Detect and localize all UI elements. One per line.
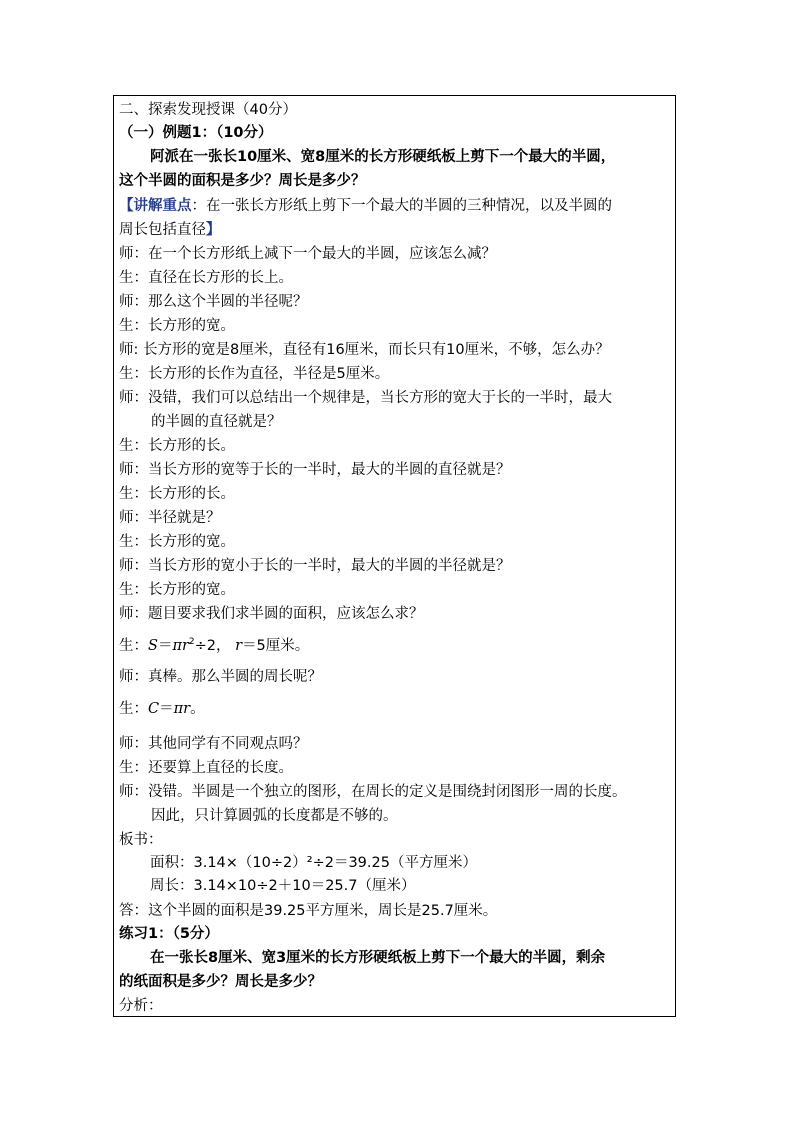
dialogue-line: 师：没错。半圆是一个独立的图形，在周长的定义是围绕封闭图形一周的长度。	[119, 784, 627, 800]
answer-line: 答：这个半圆的面积是39.25平方厘米，周长是25.7厘米。	[119, 903, 498, 919]
key-point-text: ：在一张长方形纸上剪下一个最大的半圆的三种情况，以及半圆的	[191, 198, 612, 214]
key-point-close-bracket: 】	[206, 222, 221, 238]
example-heading: （一）例题1：（10分）	[119, 125, 273, 141]
formula-tail: ＝5厘米。	[242, 638, 310, 654]
formula-equals: ＝	[159, 701, 174, 717]
exercise-heading: 练习1：（5分）	[119, 926, 219, 942]
example-problem-line2: 这个半圆的面积是多少？周长是多少？	[119, 173, 366, 189]
dialogue-line: 师：在一个长方形纸上减下一个最大的半圆，应该怎么减？	[119, 246, 496, 262]
dialogue-line: 师：半径就是？	[119, 510, 221, 526]
dialogue-line: 师：那么这个半圆的半径呢？	[119, 294, 308, 310]
dialogue-line: 师：当长方形的宽等于长的一半时，最大的半圆的直径就是？	[119, 462, 511, 478]
exercise-problem-line1: 在一张长8厘米、宽3厘米的长方形硬纸板上剪下一个最大的半圆，剩余	[150, 950, 606, 966]
analysis-label: 分析：	[119, 998, 163, 1014]
key-point-text-cont: 周长包括直径	[119, 222, 206, 238]
board-perimeter-calc: 周长：3.14×10÷2＋10＝25.7（厘米）	[150, 878, 416, 894]
example-problem-line1: 阿派在一张长10厘米、宽8厘米的长方形硬纸板上剪下一个最大的半圆，	[150, 149, 616, 165]
dialogue-line: 生：长方形的长。	[119, 486, 235, 502]
key-point-open-bracket: 【	[119, 198, 134, 214]
dialogue-line: 生：直径在长方形的长上。	[119, 270, 293, 286]
dialogue-line: 师: 长方形的宽是8厘米，直径有16厘米，而长只有10厘米，不够，怎么办？	[119, 342, 610, 358]
formula-exponent: 2	[188, 637, 195, 648]
formula-symbol-r2: r	[235, 638, 243, 654]
dialogue-line: 生：长方形的宽。	[119, 318, 235, 334]
formula-symbol-c: C	[148, 701, 160, 717]
speaker-label: 生：	[119, 701, 148, 717]
formula-symbol-pi: π	[173, 701, 184, 717]
exercise-problem-line2: 的纸面积是多少？周长是多少？	[119, 974, 322, 990]
dialogue-line: 生：还要算上直径的长度。	[119, 760, 293, 776]
area-formula-line	[119, 636, 309, 656]
formula-tail: 。	[190, 701, 205, 717]
dialogue-line: 师：其他同学有不同观点吗？	[119, 736, 308, 752]
dialogue-line-continued: 因此，只计算圆弧的长度都是不够的。	[151, 808, 398, 824]
dialogue-line: 师：题目要求我们求半圆的面积，应该怎么求？	[119, 606, 424, 622]
speaker-label: 生：	[119, 638, 148, 654]
key-point-line2	[119, 220, 221, 240]
dialogue-line-continued: 的半圆的直径就是？	[151, 414, 282, 430]
circumference-formula-line	[119, 699, 205, 719]
formula-symbol-s: S	[148, 638, 158, 654]
board-label: 板书：	[119, 832, 163, 848]
formula-symbol-pi: π	[172, 638, 182, 654]
formula-symbol-r: r	[181, 638, 189, 654]
dialogue-line: 师：真棒。那么半圆的周长呢？	[119, 669, 322, 685]
dialogue-line: 生：长方形的宽。	[119, 582, 235, 598]
dialogue-line: 师：当长方形的宽小于长的一半时，最大的半圆的半径就是？	[119, 558, 511, 574]
formula-equals: ＝	[157, 638, 173, 654]
dialogue-line: 生：长方形的宽。	[119, 534, 235, 550]
dialogue-line: 生：长方形的长作为直径，半径是5厘米。	[119, 366, 390, 382]
formula-rest: ÷2，	[194, 638, 231, 654]
key-point-line1	[119, 196, 612, 216]
key-point-label: 讲解重点	[133, 198, 192, 214]
dialogue-line: 师：没错，我们可以总结出一个规律是，当长方形的宽大于长的一半时，最大	[119, 390, 612, 406]
board-area-calc: 面积：3.14×（10÷2）²÷2＝39.25（平方厘米）	[150, 855, 477, 871]
dialogue-line: 生：长方形的长。	[119, 438, 235, 454]
section-title: 二、探索发现授课（40分）	[119, 102, 297, 118]
formula-symbol-r: r	[183, 701, 191, 717]
